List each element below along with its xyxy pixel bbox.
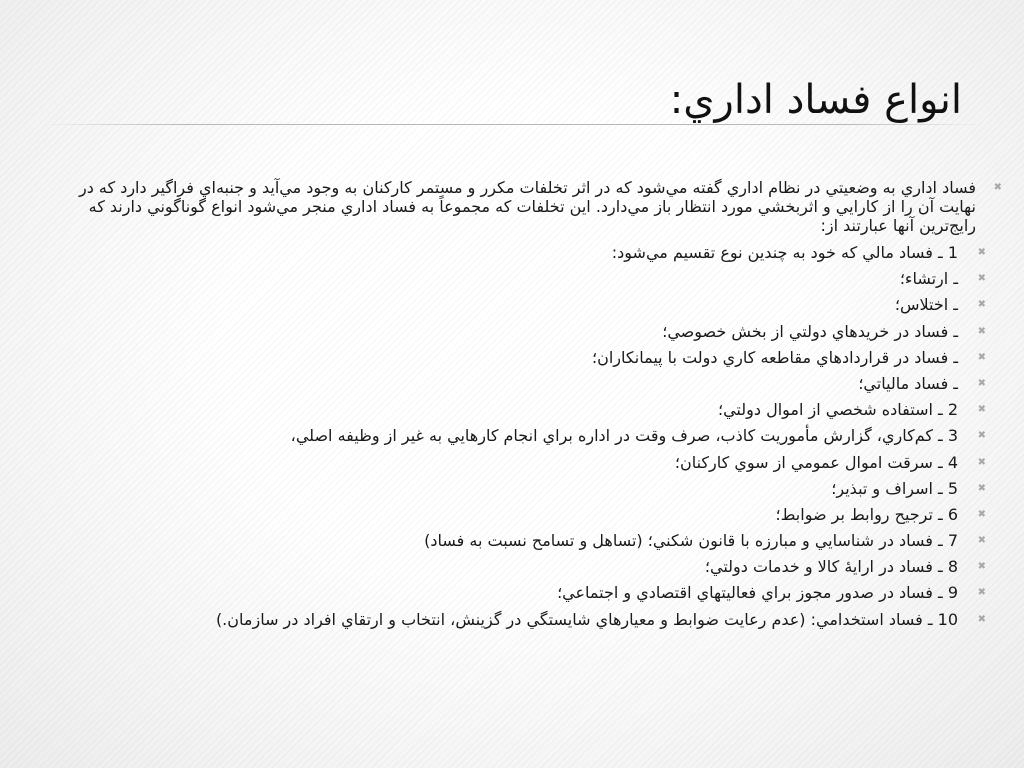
list-item bbox=[60, 505, 1004, 524]
list-item bbox=[60, 583, 1004, 602]
list-item bbox=[60, 295, 1004, 314]
x-mark-icon: ✖ bbox=[977, 430, 986, 442]
list-item bbox=[60, 531, 1004, 550]
list-item-text: 2 ـ استفاده شخصي از اموال دولتي؛ bbox=[718, 400, 958, 420]
list-item bbox=[60, 400, 1004, 419]
list-item bbox=[60, 557, 1004, 576]
list-item bbox=[60, 269, 1004, 288]
slide-body bbox=[60, 178, 1004, 636]
slide-title: انواع فساد اداري: bbox=[669, 77, 962, 123]
list-item-text: 3 ـ كم‌كاري، گزارش مأموريت كاذب، صرف وقت در اداره براي انجام كارهايي به غير از وظيفه اصلي، bbox=[290, 426, 958, 446]
x-mark-icon: ✖ bbox=[977, 482, 986, 494]
list-item-text: 6 ـ ترجيح روابط بر ضوابط؛ bbox=[775, 504, 958, 524]
x-mark-icon: ✖ bbox=[977, 247, 986, 258]
x-mark-icon: ✖ bbox=[977, 377, 986, 389]
list-item-text: 1 ـ فساد مالي كه خود به چندين نوع تقسيم مي‌شود: bbox=[611, 243, 958, 262]
x-mark-icon: ✖ bbox=[977, 351, 986, 363]
bullet-list bbox=[60, 243, 1004, 629]
x-mark-icon: ✖ bbox=[977, 508, 986, 520]
list-item-text: 9 ـ فساد در صدور مجوز براي فعاليتهاي اقتصادي و اجتماعي؛ bbox=[557, 583, 958, 603]
list-item bbox=[60, 479, 1004, 498]
list-item-text: 10 ـ فساد استخدامي: (عدم رعايت ضوابط و معيارهاي شايستگي در گزينش، انتخاب و ارتقاي افراد در سازمان.) bbox=[215, 609, 958, 629]
list-item bbox=[60, 426, 1004, 445]
list-item-text: ـ اختلاس؛ bbox=[894, 295, 958, 315]
x-mark-icon: ✖ bbox=[977, 587, 986, 599]
x-mark-icon: ✖ bbox=[977, 325, 986, 337]
x-mark-icon: ✖ bbox=[977, 535, 986, 547]
list-item-text: ـ فساد در خريدهاي دولتي از بخش خصوصي؛ bbox=[662, 321, 958, 341]
x-mark-icon: ✖ bbox=[993, 182, 1002, 193]
list-item-text: ـ ارتشاء؛ bbox=[899, 269, 958, 289]
list-item-text: 8 ـ فساد در ارايۀ كالا و خدمات دولتي؛ bbox=[704, 557, 958, 577]
list-item-text: 5 ـ اسراف و تبذير؛ bbox=[831, 478, 958, 498]
list-item bbox=[60, 610, 1004, 629]
intro-text: فساد اداري به وضعيتي در نظام اداري گفته مي‌شود كه در اثر تخلفات مكرر و مستمر كاركنان به وجود مي‌آيد و جنبه‌اي فراگير دارد كه در نهايت آن را از كارايي و اثربخشي مورد انتظار باز مي‌دارد. اين تخلفات كه مجموعاً به فساد اداري منجر مي‌شود انواع گوناگوني دارند كه رايج‌ترين آنها عبارتند از: bbox=[78, 178, 976, 235]
list-item bbox=[60, 453, 1004, 472]
list-item bbox=[60, 348, 1004, 367]
list-item-text: ـ فساد در قراردادهاي مقاطعه كاري دولت با پيمانكاران؛ bbox=[592, 347, 958, 367]
list-item bbox=[60, 243, 1004, 262]
list-item bbox=[60, 322, 1004, 341]
list-item-text: 4 ـ سرقت اموال عمومي از سوي كاركنان؛ bbox=[674, 452, 958, 472]
x-mark-icon: ✖ bbox=[977, 273, 986, 285]
intro-paragraph bbox=[60, 178, 1004, 235]
x-mark-icon: ✖ bbox=[977, 613, 986, 625]
title-divider bbox=[40, 124, 984, 125]
list-item-text: 7 ـ فساد در شناسايي و مبارزه با قانون شكني؛ (تساهل و تسامح نسبت به فساد) bbox=[424, 531, 958, 551]
x-mark-icon: ✖ bbox=[977, 404, 986, 416]
x-mark-icon: ✖ bbox=[977, 456, 986, 468]
list-item-text: ـ فساد مالياتي؛ bbox=[858, 373, 958, 393]
x-mark-icon: ✖ bbox=[977, 561, 986, 573]
x-mark-icon: ✖ bbox=[977, 299, 986, 311]
list-item bbox=[60, 374, 1004, 393]
